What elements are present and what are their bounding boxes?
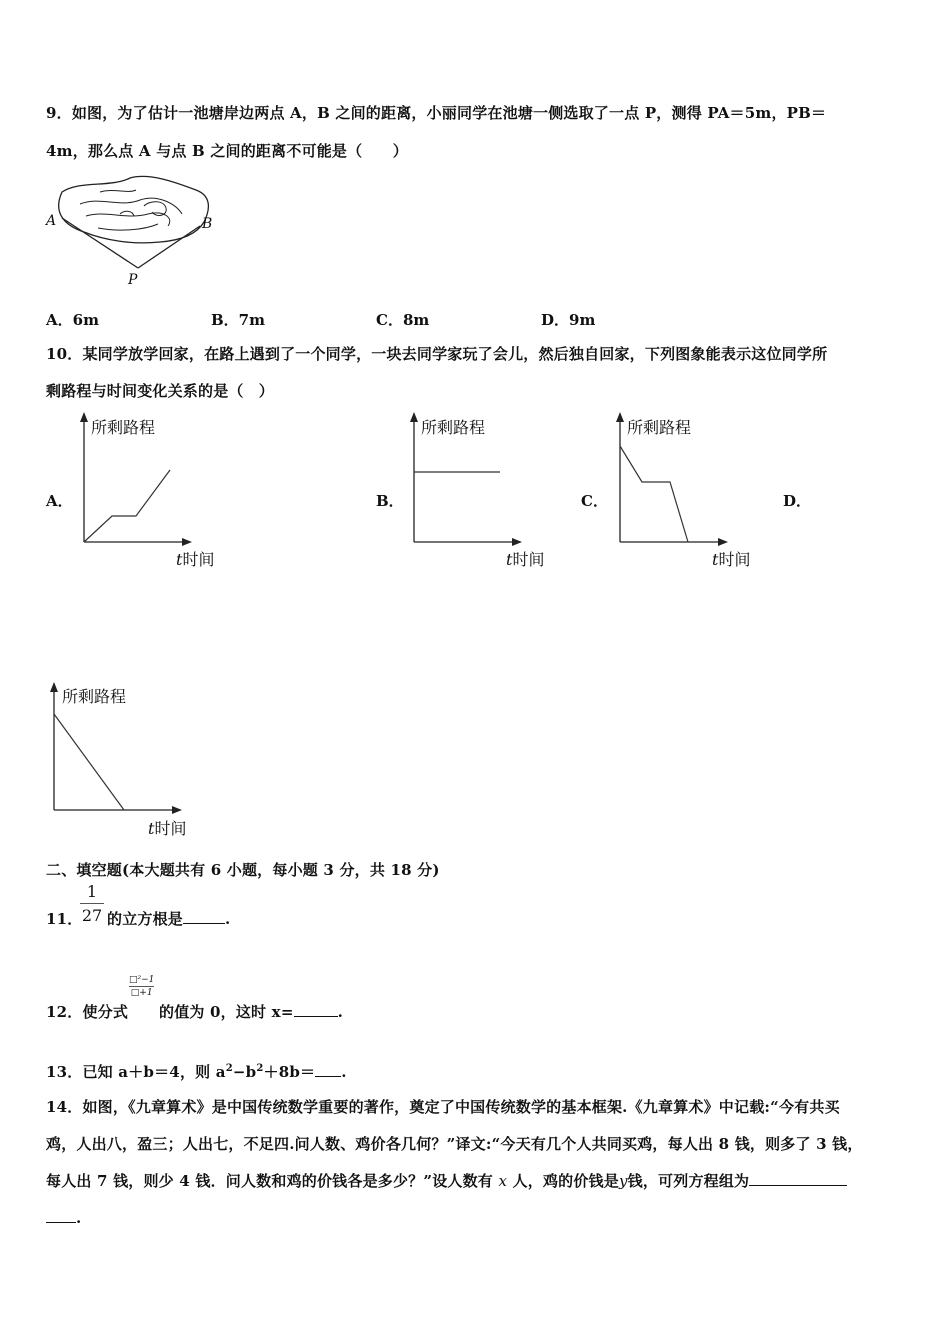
q11-number: 11． [46,910,83,928]
q14-line2: 鸡，人出八，盈三；人出七，不足四.问人数、鸡价各几何？”译文:“今天有几个人共同买鸡，每人出 8 钱，则多了 3 钱， [46,1135,863,1153]
q10-option-c-label: C． [581,492,608,510]
q11-answer-blank[interactable] [183,909,225,924]
q9-option-a: A．6m [46,311,99,329]
q9-option-d: D．9m [541,311,596,329]
q13-text: 13．已知 a＋b＝4，则 $a^2-b^2+8b=$ . [46,1063,347,1081]
point-p-label: P [128,272,138,288]
graph-d-y-label: 所剩路程 [62,687,127,706]
q9-line1: 9．如图，为了估计一池塘岸边两点 A，B 之间的距离，小丽同学在池塘一侧选取了一点 P，测得 PA＝5m，PB＝ [46,104,827,122]
q12-text: 的值为 0，这时 x= . [159,1003,344,1021]
q12-number: 12．使分式 [46,1003,129,1021]
graph-b-x-label: t时间 [506,550,545,569]
q9-option-c: C．8m [376,311,430,329]
q12-answer-blank[interactable] [294,1002,338,1017]
graph-b-y-label: 所剩路程 [421,418,486,437]
section2-title: 二、填空题(本大题共有 6 小题，每小题 3 分，共 18 分) [46,861,440,879]
q14-answer-blank-cont[interactable] [46,1208,76,1223]
q12-frac-denominator: □+1 [130,988,153,998]
q11-frac-denominator: 27 [81,906,103,925]
q11-text: 的立方根是 . [107,910,231,928]
q14-line1: 14．如图，《九章算术》是中国传统数学重要的著作，奠定了中国传统数学的基本框架.《九章算术》中记载:“今有共买 [46,1098,840,1116]
q11-frac-numerator: 1 [86,882,98,901]
graph-c-x-label: t时间 [712,550,751,569]
q12-fraction [129,975,154,998]
q10-line2: 剩路程与时间变化关系的是（ ） [46,382,275,400]
graph-c-y-label: 所剩路程 [627,418,692,437]
q12-frac-numerator: □²−1 [129,975,155,985]
graph-a-y-label: 所剩路程 [91,418,156,437]
q9-option-b: B．7m [211,311,265,329]
graph-a-x-label: t时间 [176,550,215,569]
q14-line4: . [46,1208,81,1227]
q14-answer-blank[interactable] [749,1171,847,1186]
q14-line3: 每人出 7 钱，则少 4 钱．问人数和鸡的价钱各是多少？”设人数有 x 人，鸡的价钱是y钱，可列方程组为 [46,1170,847,1191]
point-a-label: A [46,213,57,229]
q10-option-d-label: D． [783,492,812,510]
point-b-label: B [202,216,213,232]
q10-line1: 10．某同学放学回家，在路上遇到了一个同学，一块去同学家玩了会儿，然后独自回家，下列图象能表示这位同学所 [46,345,828,363]
q11-fraction [80,882,104,925]
q9-line2: 4m，那么点 A 与点 B 之间的距离不可能是（ ） [46,142,408,160]
q13-answer-blank[interactable] [315,1062,341,1077]
q10-option-a-label: A． [46,492,73,510]
graph-d-x-label: t时间 [148,819,187,838]
q10-option-b-label: B． [376,492,404,510]
